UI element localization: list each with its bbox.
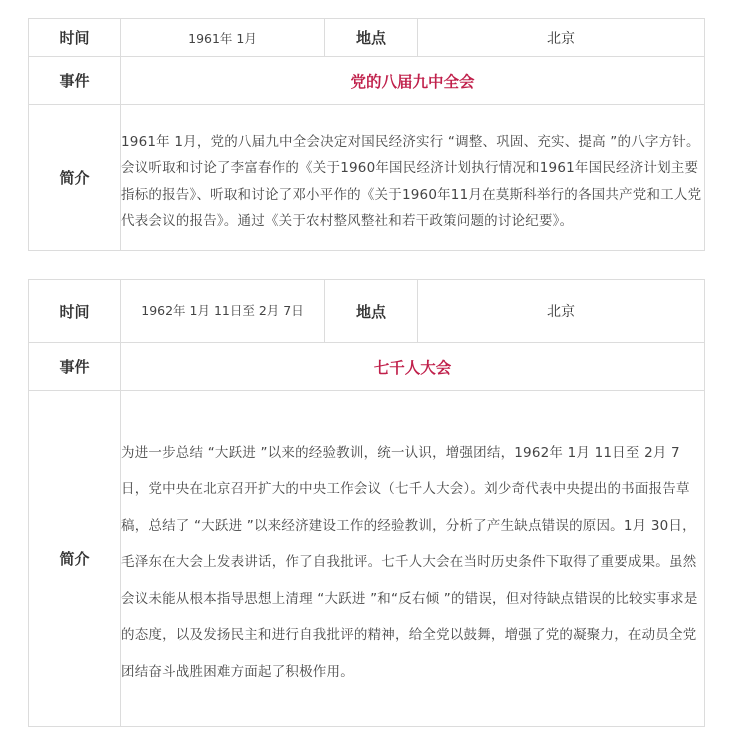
time-label: 时间 bbox=[29, 19, 121, 57]
event-title: 七千人大会 bbox=[121, 343, 705, 391]
time-label: 时间 bbox=[29, 280, 121, 343]
summary-text: 1961年 1月，党的八届九中全会决定对国民经济实行 “调整、巩固、充实、提高 ”的八字方针。会议听取和讨论了李富春作的《关于1960年国民经济计划执行情况和1961年国民经济计划主要指标的报告》、听取和讨论了邓小平作的《关于1960年11月在莫斯科举行的各国共产党和工人党代表会议的报告》。通过《关于农村整风整社和若干政策问题的讨论纪要》。 bbox=[121, 105, 705, 251]
event-label: 事件 bbox=[29, 57, 121, 105]
event-label: 事件 bbox=[29, 343, 121, 391]
place-label: 地点 bbox=[325, 19, 418, 57]
event-title: 党的八届九中全会 bbox=[121, 57, 705, 105]
place-value: 北京 bbox=[418, 280, 705, 343]
time-value: 1961年 1月 bbox=[121, 19, 325, 57]
event-card-1961 bbox=[28, 18, 705, 251]
summary-label: 简介 bbox=[29, 105, 121, 251]
summary-label: 简介 bbox=[29, 391, 121, 727]
place-label: 地点 bbox=[325, 280, 418, 343]
event-card-1962 bbox=[28, 279, 705, 727]
place-value: 北京 bbox=[418, 19, 705, 57]
summary-text: 为进一步总结 “大跃进 ”以来的经验教训，统一认识，增强团结，1962年 1月 11日至 2月 7日，党中央在北京召开扩大的中央工作会议（七千人大会）。刘少奇代表中央提出的书面报告草稿，总结了 “大跃进 ”以来经济建设工作的经验教训，分析了产生缺点错误的原因。1月 30日，毛泽东在大会上发表讲话，作了自我批评。七千人大会在当时历史条件下取得了重要成果。虽然会议未能从根本指导思想上清理 “大跃进 ”和“反右倾 ”的错误，但对待缺点错误的比较实事求是的态度，以及发扬民主和进行自我批评的精神，给全党以鼓舞，增强了党的凝聚力，在动员全党团结奋斗战胜困难方面起了积极作用。 bbox=[121, 391, 705, 727]
time-value: 1962年 1月 11日至 2月 7日 bbox=[121, 280, 325, 343]
